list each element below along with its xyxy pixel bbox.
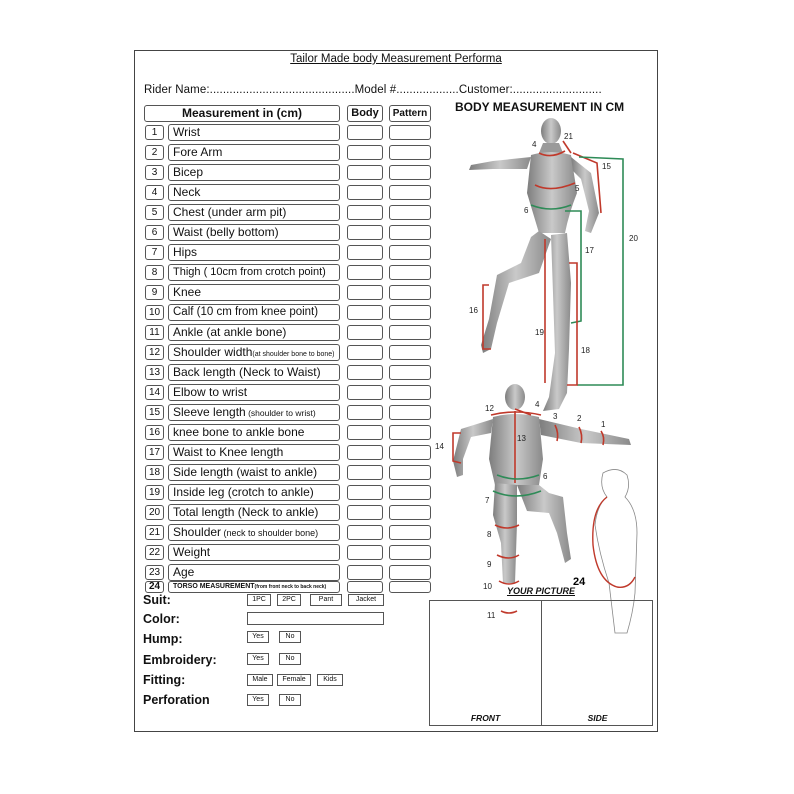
body-value-cell[interactable] xyxy=(347,581,383,593)
pattern-value-cell[interactable] xyxy=(389,285,431,300)
row-number: 8 xyxy=(145,265,164,280)
body-value-cell[interactable] xyxy=(347,445,383,460)
pattern-value-cell[interactable] xyxy=(389,465,431,480)
row-label xyxy=(168,544,340,561)
pattern-value-cell[interactable] xyxy=(389,325,431,340)
row-label xyxy=(168,124,340,141)
row-label xyxy=(168,324,340,341)
pattern-value-cell[interactable] xyxy=(389,265,431,280)
body-value-cell[interactable] xyxy=(347,145,383,160)
perforation-option-yes[interactable]: Yes xyxy=(247,694,269,706)
embroidery-option-no[interactable]: No xyxy=(279,653,301,665)
body-value-cell[interactable] xyxy=(347,405,383,420)
row-label xyxy=(168,224,340,241)
row-label xyxy=(168,424,340,441)
row-number: 2 xyxy=(145,145,164,160)
row-label-text: Side length (waist to ankle) xyxy=(173,465,318,479)
row-label-text: Hips xyxy=(173,245,198,259)
fitting-label: Fitting: xyxy=(143,673,186,687)
pattern-value-cell[interactable] xyxy=(389,405,431,420)
side-caption: SIDE xyxy=(587,713,608,723)
row-note: (at shoulder bone to bone) xyxy=(252,351,335,358)
label-17: 17 xyxy=(585,246,594,255)
row-label-text: Weight xyxy=(173,545,211,559)
body-value-cell[interactable] xyxy=(347,265,383,280)
pattern-value-cell[interactable] xyxy=(389,425,431,440)
row-label-text: Neck xyxy=(173,185,201,199)
row-label xyxy=(168,184,340,201)
body-value-cell[interactable] xyxy=(347,165,383,180)
body-value-cell[interactable] xyxy=(347,325,383,340)
torso-note: (from front neck to back neck) xyxy=(254,584,327,590)
row-number: 11 xyxy=(145,325,164,340)
your-picture-title: YOUR PICTURE xyxy=(506,586,575,596)
row-number: 6 xyxy=(145,225,164,240)
body-value-cell[interactable] xyxy=(347,285,383,300)
row-label-text: knee bone to ankle bone xyxy=(173,425,305,439)
label-9: 9 xyxy=(487,560,492,569)
suit-option-pant[interactable]: Pant xyxy=(310,594,342,606)
row-label xyxy=(168,304,340,321)
row-label-text: Calf (10 cm from knee point) xyxy=(173,306,319,318)
label-4: 4 xyxy=(532,140,537,149)
row-label xyxy=(168,524,340,541)
body-value-cell[interactable] xyxy=(347,345,383,360)
row-label xyxy=(168,204,340,221)
fitting-option-male[interactable]: Male xyxy=(247,674,273,686)
body-value-cell[interactable] xyxy=(347,425,383,440)
body-value-cell[interactable] xyxy=(347,185,383,200)
color-label: Color: xyxy=(143,612,180,626)
pattern-value-cell[interactable] xyxy=(389,305,431,320)
row-number: 20 xyxy=(145,505,164,520)
body-value-cell[interactable] xyxy=(347,385,383,400)
row-label-text: Total length (Neck to ankle) xyxy=(173,505,319,519)
pattern-value-cell[interactable] xyxy=(389,205,431,220)
row-label xyxy=(168,384,340,401)
body-value-cell[interactable] xyxy=(347,305,383,320)
row-label xyxy=(168,284,340,301)
label-10: 10 xyxy=(483,582,492,591)
row-label xyxy=(168,264,340,281)
row-number: 7 xyxy=(145,245,164,260)
label-1: 1 xyxy=(601,420,606,429)
fitting-option-female[interactable]: Female xyxy=(277,674,311,686)
row-label-text: Waist (belly bottom) xyxy=(173,225,279,239)
pattern-value-cell[interactable] xyxy=(389,245,431,260)
row-number: 4 xyxy=(145,185,164,200)
row-note: (neck to shoulder bone) xyxy=(221,528,319,538)
pattern-value-cell[interactable] xyxy=(389,525,431,540)
row-number: 1 xyxy=(145,125,164,140)
pattern-value-cell[interactable] xyxy=(389,385,431,400)
pattern-value-cell[interactable] xyxy=(389,365,431,380)
label-3: 3 xyxy=(553,412,558,421)
row-number: 16 xyxy=(145,425,164,440)
pattern-value-cell[interactable] xyxy=(389,145,431,160)
pattern-value-cell[interactable] xyxy=(389,125,431,140)
row-label-text: Bicep xyxy=(173,165,204,179)
row-number: 15 xyxy=(145,405,164,420)
label-6: 6 xyxy=(543,472,548,481)
label-4: 4 xyxy=(535,400,540,409)
perforation-label: Perforation xyxy=(143,693,210,707)
pattern-value-cell[interactable] xyxy=(389,225,431,240)
row-label-text: Shoulder xyxy=(173,525,222,539)
suit-option-jacket[interactable]: Jacket xyxy=(348,594,384,606)
row-label-text: Waist to Knee length xyxy=(173,445,284,459)
row-number: 14 xyxy=(145,385,164,400)
pattern-value-cell[interactable] xyxy=(389,581,431,593)
embroidery-option-yes[interactable]: Yes xyxy=(247,653,269,665)
color-input[interactable] xyxy=(247,612,384,625)
pattern-value-cell[interactable] xyxy=(389,485,431,500)
pattern-value-cell[interactable] xyxy=(389,185,431,200)
row-label xyxy=(168,564,340,581)
row-label-text: Wrist xyxy=(173,125,201,139)
row-number: 13 xyxy=(145,365,164,380)
row-number: 17 xyxy=(145,445,164,460)
row-label xyxy=(168,404,340,421)
pattern-value-cell[interactable] xyxy=(389,165,431,180)
row-label xyxy=(168,444,340,461)
picture-upload-box[interactable] xyxy=(429,600,653,726)
row-number: 23 xyxy=(145,565,164,580)
label-5: 5 xyxy=(575,184,580,193)
row-number: 9 xyxy=(145,285,164,300)
row-number: 24 xyxy=(145,581,164,593)
label-13: 13 xyxy=(517,434,526,443)
row-note: (shoulder to wrist) xyxy=(245,408,316,418)
label-6: 6 xyxy=(524,206,529,215)
form-title: Tailor Made body Measurement Performa xyxy=(290,53,502,65)
body-value-cell[interactable] xyxy=(347,225,383,240)
label-2: 2 xyxy=(577,414,582,423)
label-12: 12 xyxy=(485,404,494,413)
row-label-text: Inside leg (crotch to ankle) xyxy=(173,485,314,499)
label-15: 15 xyxy=(602,162,611,171)
row-label-text: Thigh ( 10cm from crotch point) xyxy=(173,266,326,278)
label-11: 11 xyxy=(487,611,496,620)
body-value-cell[interactable] xyxy=(347,505,383,520)
front-body-figure xyxy=(469,118,599,411)
row-label-text: Sleeve length xyxy=(173,405,246,419)
body-value-cell[interactable] xyxy=(347,465,383,480)
header-pattern: Pattern xyxy=(389,105,431,122)
body-value-cell[interactable] xyxy=(347,525,383,540)
body-value-cell[interactable] xyxy=(347,245,383,260)
body-measurement-title: BODY MEASUREMENT IN CM xyxy=(455,100,625,114)
row-label xyxy=(168,144,340,161)
row-label-text: Knee xyxy=(173,285,202,299)
row-label-text: Fore Arm xyxy=(173,145,223,159)
pattern-value-cell[interactable] xyxy=(389,345,431,360)
row-label-text: Shoulder width xyxy=(173,345,253,359)
hump-option-no[interactable]: No xyxy=(279,631,301,643)
body-value-cell[interactable] xyxy=(347,545,383,560)
row-label-text: Elbow to wrist xyxy=(173,385,248,399)
row-label xyxy=(168,344,340,361)
row-number: 10 xyxy=(145,305,164,320)
hump-option-yes[interactable]: Yes xyxy=(247,631,269,643)
hump-label: Hump: xyxy=(143,632,183,646)
front-caption: FRONT xyxy=(470,713,501,723)
pattern-value-cell[interactable] xyxy=(389,445,431,460)
label-7: 7 xyxy=(485,496,490,505)
pattern-value-cell[interactable] xyxy=(389,505,431,520)
row-label-text: Ankle (at ankle bone) xyxy=(173,325,287,339)
fitting-option-kids[interactable]: Kids xyxy=(317,674,343,686)
perforation-option-no[interactable]: No xyxy=(279,694,301,706)
body-value-cell[interactable] xyxy=(347,205,383,220)
body-value-cell[interactable] xyxy=(347,365,383,380)
back-body-figure xyxy=(453,384,631,583)
row-number: 3 xyxy=(145,165,164,180)
picture-divider xyxy=(541,601,542,725)
row-number: 5 xyxy=(145,205,164,220)
body-value-cell[interactable] xyxy=(347,125,383,140)
suit-option-1pc[interactable]: 1PC xyxy=(247,594,271,606)
row-label xyxy=(168,244,340,261)
measurement-form-sheet xyxy=(134,50,658,732)
label-18: 18 xyxy=(581,346,590,355)
row-number: 19 xyxy=(145,485,164,500)
row-number: 22 xyxy=(145,545,164,560)
row-number: 18 xyxy=(145,465,164,480)
pattern-value-cell[interactable] xyxy=(389,565,431,580)
row-label xyxy=(168,504,340,521)
suit-option-2pc[interactable]: 2PC xyxy=(277,594,301,606)
label-19: 19 xyxy=(535,328,544,337)
row-label-text: Chest (under arm pit) xyxy=(173,205,287,219)
label-20: 20 xyxy=(629,234,638,243)
pattern-value-cell[interactable] xyxy=(389,545,431,560)
row-label xyxy=(168,581,340,593)
row-number: 21 xyxy=(145,525,164,540)
rider-model-customer-line[interactable]: Rider Name:............................................Model #...................Customer:........................... xyxy=(144,84,602,96)
label-14: 14 xyxy=(435,442,444,451)
suit-label: Suit: xyxy=(143,593,171,607)
row-label-text: Age xyxy=(173,565,195,579)
row-label xyxy=(168,364,340,381)
row-label-text: Back length (Neck to Waist) xyxy=(173,365,321,379)
row-number: 12 xyxy=(145,345,164,360)
embroidery-label: Embroidery: xyxy=(143,653,217,667)
torso-measurement-line xyxy=(593,497,635,587)
label-8: 8 xyxy=(487,530,492,539)
label-21: 21 xyxy=(564,132,573,141)
label-24: 24 xyxy=(573,576,586,588)
torso-label-text: TORSO MEASUREMENT xyxy=(173,583,255,590)
body-value-cell[interactable] xyxy=(347,565,383,580)
header-measurement: Measurement in (cm) xyxy=(144,105,340,122)
label-16: 16 xyxy=(469,306,478,315)
row-label xyxy=(168,164,340,181)
row-label xyxy=(168,464,340,481)
row-label xyxy=(168,484,340,501)
body-value-cell[interactable] xyxy=(347,485,383,500)
header-body: Body xyxy=(347,105,383,122)
